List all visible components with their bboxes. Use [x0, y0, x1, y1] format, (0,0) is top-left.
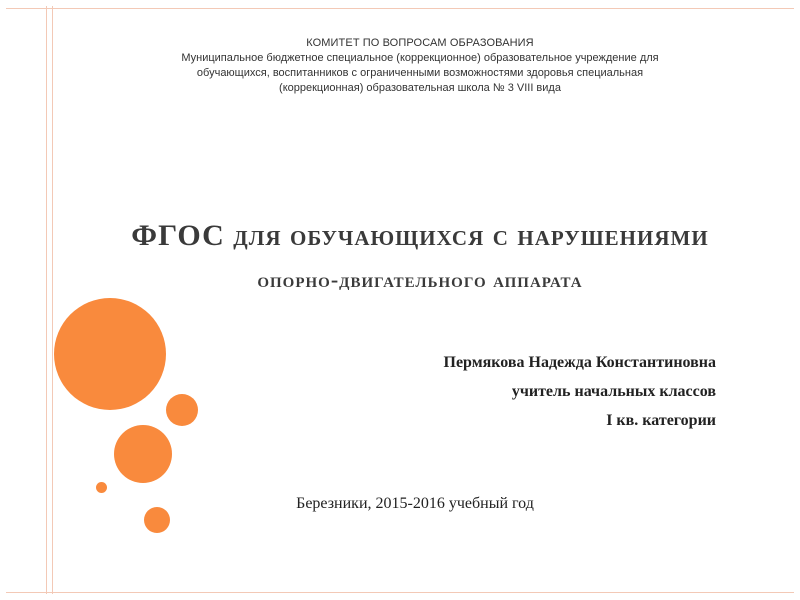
- school-name-line: обучающихся, воспитанников с ограниченными возможностями здоровья специальная: [196, 67, 644, 79]
- organization-header: [130, 36, 710, 96]
- decor-circle-small: [166, 394, 198, 426]
- author-position: учитель начальных классов: [511, 383, 716, 400]
- decor-circle-medium: [114, 425, 172, 483]
- committee-title: КОМИТЕТ ПО ВОПРОСАМ ОБРАЗОВАНИЯ: [306, 37, 534, 49]
- decor-circle-small: [144, 507, 170, 533]
- decor-vertical-line: [46, 6, 47, 594]
- presentation-title: [80, 218, 760, 296]
- decor-circle-tiny: [96, 482, 107, 493]
- decor-circle-large: [54, 298, 166, 410]
- author-category: I кв. категории: [606, 412, 716, 429]
- author-block: [296, 348, 716, 435]
- place-and-year: Березники, 2015-2016 учебный год: [296, 495, 534, 512]
- decor-vertical-line: [52, 6, 53, 594]
- title-line: опорно-двигательного аппарата: [257, 267, 583, 292]
- decor-bottom-line: [6, 592, 794, 593]
- school-name-line: (коррекционная) образовательная школа № 3 VIII вида: [279, 82, 561, 94]
- school-name-line: Муниципальное бюджетное специальное (коррекционное) образовательное учреждение для: [181, 52, 659, 64]
- author-name: Пермякова Надежда Константиновна: [443, 354, 716, 371]
- title-line: ФГОС для обучающихся с нарушениями: [131, 219, 709, 252]
- decor-top-line: [6, 8, 794, 9]
